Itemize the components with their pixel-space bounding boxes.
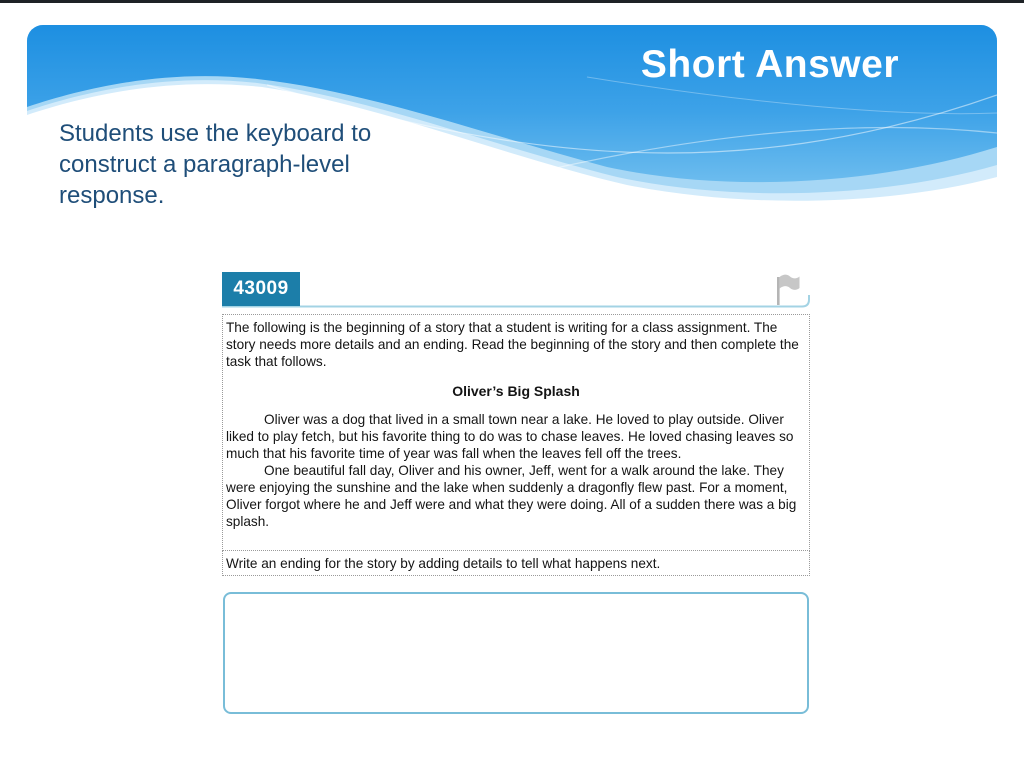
story-paragraph: One beautiful fall day, Oliver and his owner, Jeff, went for a walk around the lake. They were enjoying the sunshine and the lake when suddenly a dragonfly flew past. For a moment, Oliver forgot where he and Jeff were and what they were doing. All of a sudden there was a big splash. (226, 463, 797, 529)
slide-description (59, 118, 371, 211)
task-prompt: Write an ending for the story by adding details to tell what happens next. (222, 550, 810, 576)
passage-box (222, 314, 810, 551)
description-line: Students use the keyboard to (59, 120, 372, 147)
story-title: Oliver’s Big Splash (452, 383, 580, 399)
slide-title: Short Answer (640, 43, 899, 86)
description-line: construct a paragraph-level (59, 151, 350, 178)
story-paragraph: Oliver was a dog that lived in a small town near a lake. He loved to play outside. Oliver liked to play fetch, but his favorite thing to do was to chase leaves. He loved chasing leaves so much that his favorite time of year was fall when the leaves fell off the trees. (226, 412, 794, 461)
flag-icon[interactable] (771, 272, 801, 306)
description-line: response. (59, 182, 165, 209)
response-textarea[interactable] (223, 592, 809, 714)
item-panel-border (222, 294, 814, 308)
item-number-tab: 43009 (222, 272, 300, 306)
passage-intro: The following is the beginning of a story that a student is writing for a class assignment. The story needs more details and an ending. Read the beginning of the story and then complete the task that follows. (226, 320, 799, 369)
slide-top-border (0, 0, 1024, 3)
